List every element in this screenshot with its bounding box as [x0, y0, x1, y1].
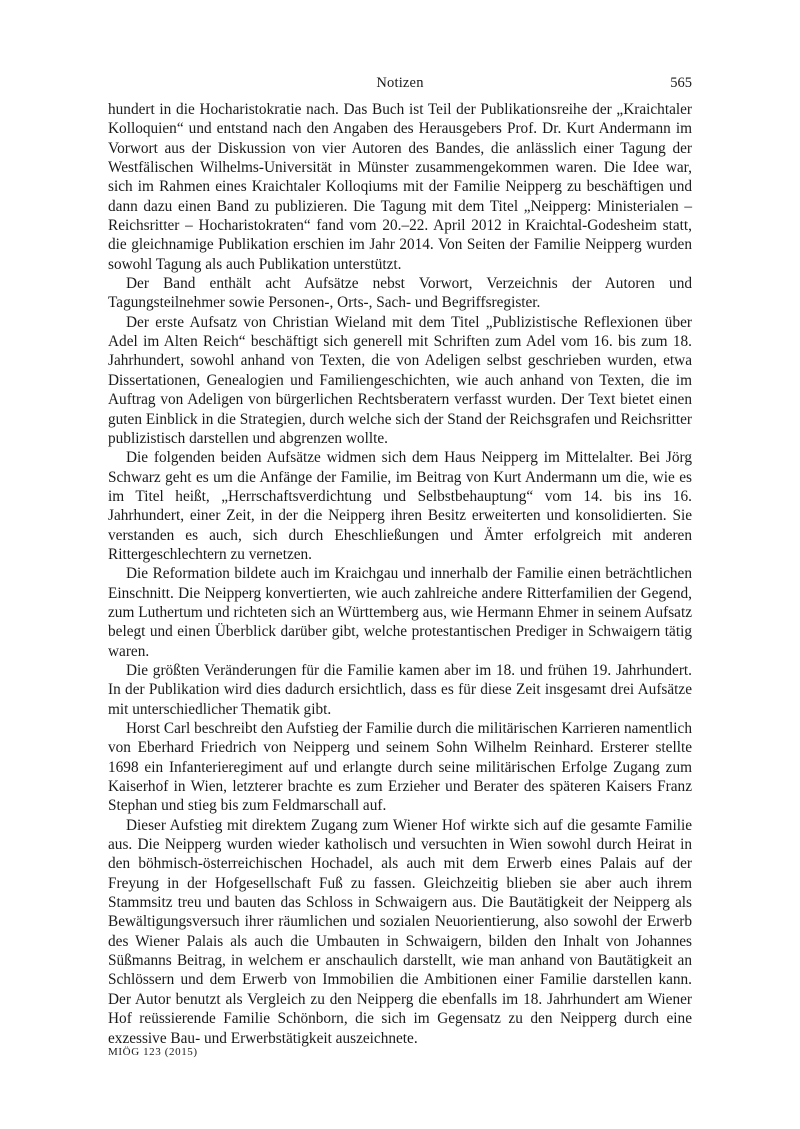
body-text	[108, 100, 692, 1048]
paragraph-reformation: Die Reformation bildete auch im Kraichgau und innerhalb der Familie einen beträchtlichen Einschnitt. Die Neipperg konvertierten, wie auch zahlreiche andere Ritterfamilien der Gegend, zum Luthertum und richteten sich an Württemberg aus, wie Hermann Ehmer in seinem Aufsatz belegt und einen Überblick darüber gibt, welche protestantischen Prediger in Schwaigern tätig waren.	[108, 565, 692, 660]
page-number: 565	[670, 75, 692, 91]
paragraph-vienna-court: Dieser Aufstieg mit direktem Zugang zum Wiener Hof wirkte sich auf die gesamte Familie aus. Die Neipperg wurden wieder katholisch und versuchten in Wien sowohl durch Heirat in den böhmisch-österreichischen Hochadel, als auch mit dem Erwerb eines Palais auf der Freyung in der Hofgesellschaft Fuß zu fassen. Gleichzeitig blieben sie aber auch ihrem Stammsitz treu und bauten das Schloss in Schwaigern aus. Die Bautätigkeit der Neipperg als Bewältigungsversuch ihrer räumlichen und sozialen Neuorientierung, also sowohl der Erwerb des Wiener Palais als auch die Umbauten in Schwaigern, bilden den Inhalt von Johannes Süßmanns Beitrag, in welchem er anschaulich darstellt, wie man anhand von Bautätigkeit an Schlössern und dem Erwerb von Immobilien die Ambitionen einer Familie darstellen kann. Der Autor benutzt als Vergleich zu den Neipperg die ebenfalls im 18. Jahrhundert am Wiener Hof reüssierende Familie Schönborn, die sich im Gegensatz zu den Neipperg durch eine exzessive Bau- und Erwerbstätigkeit auszeichnete.	[108, 816, 692, 1047]
paragraph-band-overview: Der Band enthält acht Aufsätze nebst Vorwort, Verzeichnis der Autoren und Tagungsteilnehmer sowie Personen-, Orts-, Sach- und Begriffsregister.	[108, 275, 692, 312]
journal-citation: MIÖG 123 (2015)	[108, 1046, 198, 1058]
running-title: Notizen	[376, 75, 424, 91]
paragraph-wieland: Der erste Aufsatz von Christian Wieland mit dem Titel „Publizistische Reflexionen über Adel im Alten Reich“ beschäftigt sich generell mit Schriften zum Adel vom 16. bis zum 18. Jahrhundert, sowohl anhand von Texten, die von Adeligen selbst geschrieben wurden, etwa Dissertationen, Genealogien und Familiengeschichten, wie auch anhand von Texten, die im Auftrag von Adeligen von bürgerlichen Rechtsberatern verfasst wurden. Der Text bietet einen guten Einblick in die Strategien, durch welche sich der Stand der Reichsgrafen und Reichsritter publizistisch darstellen und abgrenzen wollte.	[108, 313, 692, 447]
paragraph-carl: Horst Carl beschreibt den Aufstieg der Familie durch die militärischen Karrieren namentlich von Eberhard Friedrich von Neipperg und seinem Sohn Wilhelm Reinhard. Ersterer stellte 1698 ein Infanterieregiment auf und erlangte durch seine militärischen Erfolge Zugang zum Kaiserhof in Wien, letzterer brachte es zum Erzieher und Berater des späteren Kaisers Franz Stephan und stieg bis zum Feldmarschall auf.	[108, 720, 692, 815]
running-head	[108, 75, 692, 95]
paragraph-continuation: hundert in die Hocharistokratie nach. Das Buch ist Teil der Publikationsreihe der „Kraichtaler Kolloquien“ und entstand nach den Angaben des Herausgebers Prof. Dr. Kurt Andermann im Vorwort aus der Diskussion von vier Autoren des Bandes, die anlässlich einer Tagung der Westfälischen Wilhelms-Universität in Münster zusammengekommen waren. Die Idee war, sich im Rahmen eines Kraichtaler Kolloqiums mit der Familie Neipperg zu beschäftigen und dann dazu einen Band zu publizieren. Die Tagung mit dem Titel „Neipperg: Ministerialen – Reichsritter – Hocharistokraten“ fand vom 20.–22. April 2012 in Kraichtal-Godesheim statt, die gleichnamige Publikation erschien im Jahr 2014. Von Seiten der Familie Neipperg wurden sowohl Tagung als auch Publikation unterstützt.	[108, 101, 692, 273]
paragraph-18th-century: Die größten Veränderungen für die Familie kamen aber im 18. und frühen 19. Jahrhundert. In der Publikation wird dies dadurch ersichtlich, dass es für diese Zeit insgesamt drei Aufsätze mit unterschiedlicher Thematik gibt.	[108, 661, 692, 718]
paragraph-middle-ages: Die folgenden beiden Aufsätze widmen sich dem Haus Neipperg im Mittelalter. Bei Jörg Schwarz geht es um die Anfänge der Familie, im Beitrag von Kurt Andermann um die, wie es im Titel heißt, „Herrschaftsverdichtung und Selbstbehauptung“ vom 14. bis ins 16. Jahrhundert, einer Zeit, in der die Neipperg ihren Besitz erweiterten und konsolidierten. Sie verstanden es auch, sich durch Eheschließungen und Ämter erfolgreich mit anderen Rittergeschlechtern zu vernetzen.	[108, 449, 692, 563]
